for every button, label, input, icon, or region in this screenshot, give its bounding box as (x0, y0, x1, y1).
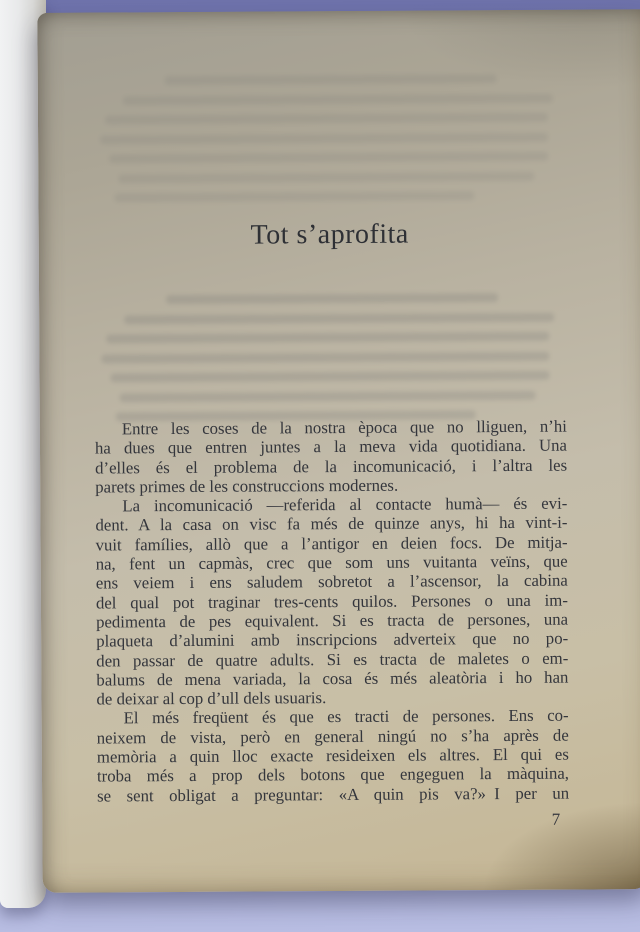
text-line: La incomunicació —referida al contacte humà— és evi- (122, 493, 568, 516)
text-line: d’elles és el problema de la incomunicació, i l’altra les (95, 455, 568, 478)
text-line: se sent obligat a preguntar: «A quin pis va?» I per un (97, 783, 570, 806)
text-line: troba més a prop dels botons que engeguen la màquina, (96, 763, 570, 786)
text-line: ha dues que entren juntes a la meva vida quotidiana. Una (94, 435, 568, 458)
text-column (92, 10, 570, 806)
body-text (95, 417, 569, 806)
text-line: balums de mena variada, la cosa és més aleatòria i ho han (96, 667, 569, 690)
text-line: parets primes de les construccions modernes. (95, 475, 399, 497)
text-line: del qual pot traginar tres-cents quilos. Persones o una im- (95, 590, 568, 613)
text-line: den passar de quatre adults. Si es tracta de maletes o em- (96, 648, 569, 671)
text-line: Entre les coses de la nostra època que no lliguen, n’hi (121, 416, 567, 439)
text-line: El més freqüent és que es tracti de persones. Ens co- (123, 706, 569, 728)
bleedthrough-text-lower (101, 293, 564, 432)
text-line: memòria a quin lloc exacte resideixen els altres. El qui es (96, 744, 569, 767)
text-line: plaqueta d’alumini amb inscripcions adverteix que no po- (96, 628, 569, 651)
text-line: de deixar al cop d’ull dels usuaris. (96, 688, 327, 709)
chapter-title: Tot s’aprofita (250, 218, 409, 251)
text-line: neixem de vista, però en general ningú no s’ha après de (96, 725, 569, 748)
text-line: dent. A la casa on visc fa més de quinze anys, hi ha vint-i- (95, 513, 568, 536)
bleedthrough-text-upper (100, 74, 563, 213)
text-line: ens veiem i ens saludem sobretot a l’ascensor, la cabina (95, 571, 568, 593)
text-line: pedimenta de pes equivalent. Si es tracta de persones, una (95, 609, 569, 632)
page-number: 7 (551, 809, 561, 829)
book-page (37, 9, 640, 893)
text-line: na, fent un capmàs, crec que som uns vuitanta veïns, que (95, 551, 568, 574)
text-line: vuit famílies, allò que a l’antigor en deien focs. De mitja- (95, 532, 568, 555)
